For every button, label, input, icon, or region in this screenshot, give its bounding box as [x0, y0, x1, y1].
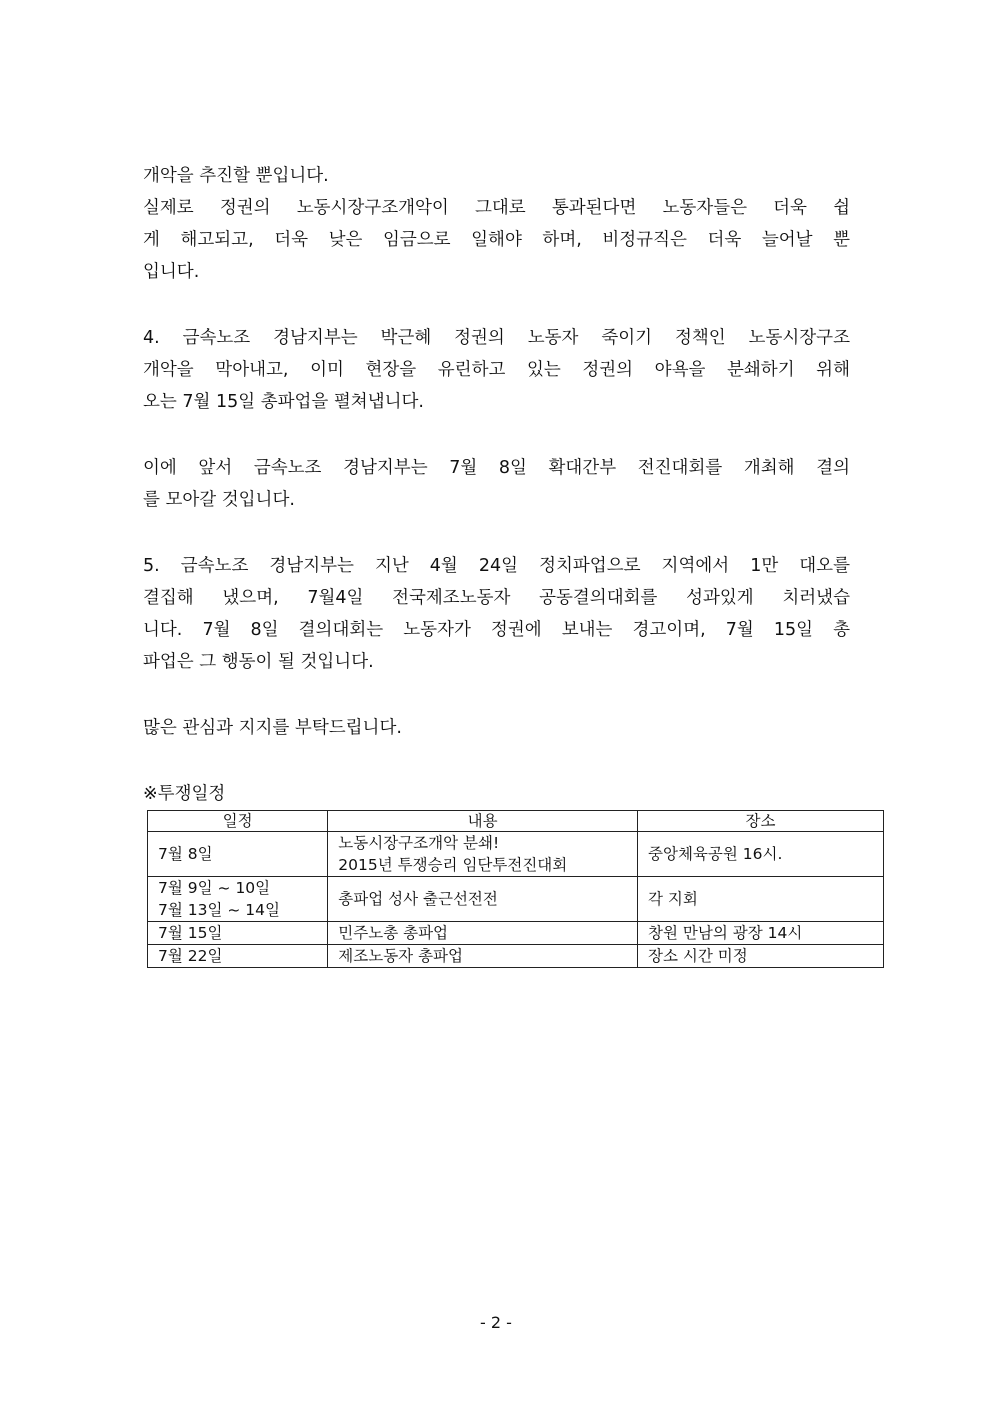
cell-text: 총파업 성사 출근선전전: [338, 890, 498, 908]
text-line: 니다. 7월 8일 결의대회는 노동자가 정권에 보내는 경고이며, 7월 15일 총: [143, 620, 850, 640]
cell-date: [148, 945, 328, 968]
cell-text: 7월 9일 ~ 10일: [158, 879, 271, 897]
cell-text: 7월 8일: [158, 845, 213, 863]
cell-date: [148, 877, 328, 922]
text-line: 5. 금속노조 경남지부는 지난 4월 24일 정치파업으로 지역에서 1만 대오를: [143, 556, 850, 576]
text-line: 실제로 정권의 노동시장구조개악이 그대로 통과된다면 노동자들은 더욱 쉽: [143, 198, 850, 218]
cell-place: 창원 만남의 광장 14시: [638, 922, 884, 945]
cell-date: [148, 922, 328, 945]
header-date: 일정: [148, 811, 328, 832]
page-number: - 2 -: [480, 1313, 512, 1332]
text-line: 입니다.: [143, 262, 200, 282]
cell-content: [328, 832, 638, 877]
table-row: [148, 832, 884, 877]
cell-content: [328, 877, 638, 922]
cell-text: 7월 15일: [158, 924, 223, 942]
table-row: [148, 922, 884, 945]
document-body: [143, 160, 850, 818]
text-line: 이에 앞서 금속노조 경남지부는 7월 8일 확대간부 전진대회를 개최해 결의: [143, 458, 850, 478]
text-line: 개악을 막아내고, 이미 현장을 유린하고 있는 정권의 야욕을 분쇄하기 위해: [143, 360, 850, 380]
cell-content: [328, 945, 638, 968]
text-line: 게 해고되고, 더욱 낮은 임금으로 일해야 하며, 비정규직은 더욱 늘어날 뿐: [143, 230, 850, 250]
cell-date: [148, 832, 328, 877]
schedule-label: ※투쟁일정: [143, 784, 226, 804]
cell-text: 노동시장구조개악 분쇄!: [338, 834, 500, 852]
paragraph-2: [143, 322, 850, 418]
text-line: 개악을 추진할 뿐입니다.: [143, 166, 329, 186]
cell-text: 민주노총 총파업: [338, 924, 449, 942]
paragraph-3: [143, 452, 850, 516]
header-content: 내용: [328, 811, 638, 832]
cell-place: 중앙체육공원 16시.: [638, 832, 884, 877]
text-line: 파업은 그 행동이 될 것입니다.: [143, 652, 374, 672]
paragraph-1: [143, 160, 850, 288]
text-line: 결집해 냈으며, 7월4일 전국제조노동자 공동결의대회를 성과있게 치러냈습: [143, 588, 850, 608]
text-line: 오는 7월 15일 총파업을 펼쳐냅니다.: [143, 392, 424, 412]
cell-place: 장소 시간 미정: [638, 945, 884, 968]
cell-text: 2015년 투쟁승리 임단투전진대회: [338, 856, 568, 874]
paragraph-4: [143, 550, 850, 678]
cell-content: [328, 922, 638, 945]
header-place: 장소: [638, 811, 884, 832]
cell-text: 7월 22일: [158, 947, 223, 965]
schedule-table: [147, 810, 884, 968]
table-row: [148, 877, 884, 922]
text-line: 4. 금속노조 경남지부는 박근혜 정권의 노동자 죽이기 정책인 노동시장구조: [143, 328, 850, 348]
cell-text: 7월 13일 ~ 14일: [158, 901, 280, 919]
text-line: 를 모아갈 것입니다.: [143, 490, 295, 510]
table-row: [148, 945, 884, 968]
paragraph-5: [143, 712, 850, 744]
table-header-row: [148, 811, 884, 832]
text-line: 많은 관심과 지지를 부탁드립니다.: [143, 718, 402, 738]
cell-place: 각 지회: [638, 877, 884, 922]
cell-text: 제조노동자 총파업: [338, 947, 463, 965]
